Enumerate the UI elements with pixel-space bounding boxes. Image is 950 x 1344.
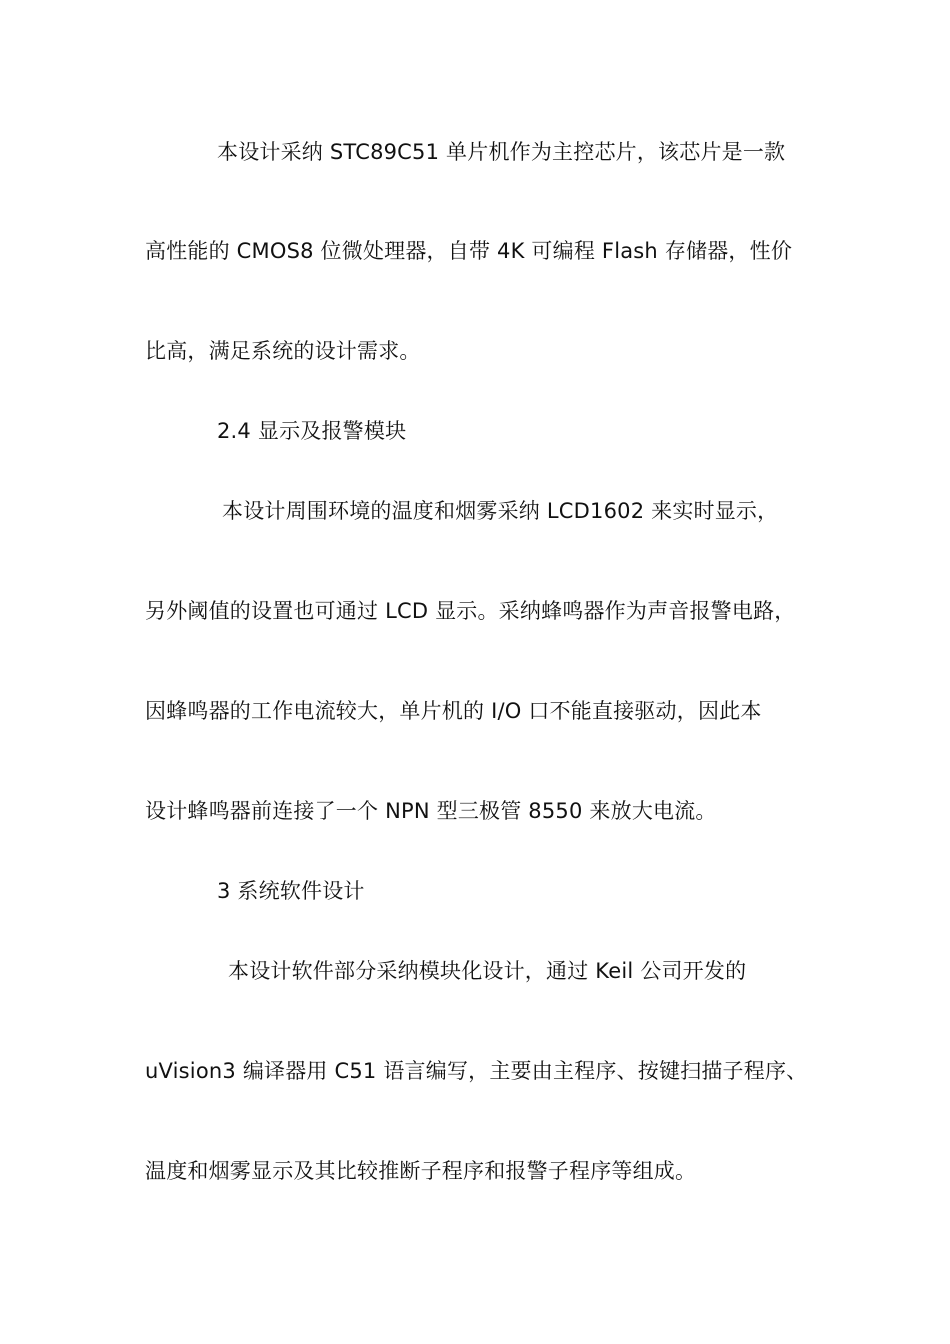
paragraph-1-line-3: 比高，满足系统的设计需求。	[145, 339, 421, 363]
paragraph-1-line-1: 本设计采纳 STC89C51 单片机作为主控芯片，该芯片是一款	[217, 140, 786, 164]
paragraph-1-line-2: 高性能的 CMOS8 位微处理器，自带 4K 可编程 Flash 存储器，性价	[145, 239, 793, 263]
section-heading-2-4: 2.4 显示及报警模块	[217, 419, 407, 443]
paragraph-2-line-3: 因蜂鸣器的工作电流较大，单片机的 I/O 口不能直接驱动，因此本	[145, 699, 762, 723]
paragraph-3-line-2: uVision3 编译器用 C51 语言编写，主要由主程序、按键扫描子程序、	[145, 1059, 808, 1083]
paragraph-3-line-3: 温度和烟雾显示及其比较推断子程序和报警子程序等组成。	[145, 1159, 697, 1183]
section-heading-3: 3 系统软件设计	[217, 879, 365, 903]
paragraph-2-line-1: 本设计周围环境的温度和烟雾采纳 LCD1602 来实时显示，	[222, 499, 779, 523]
paragraph-2-line-2: 另外阈值的设置也可通过 LCD 显示。采纳蜂鸣器作为声音报警电路，	[145, 599, 796, 623]
paragraph-3-line-1: 本设计软件部分采纳模块化设计，通过 Keil 公司开发的	[228, 959, 747, 983]
paragraph-2-line-4: 设计蜂鸣器前连接了一个 NPN 型三极管 8550 来放大电流。	[145, 799, 717, 823]
